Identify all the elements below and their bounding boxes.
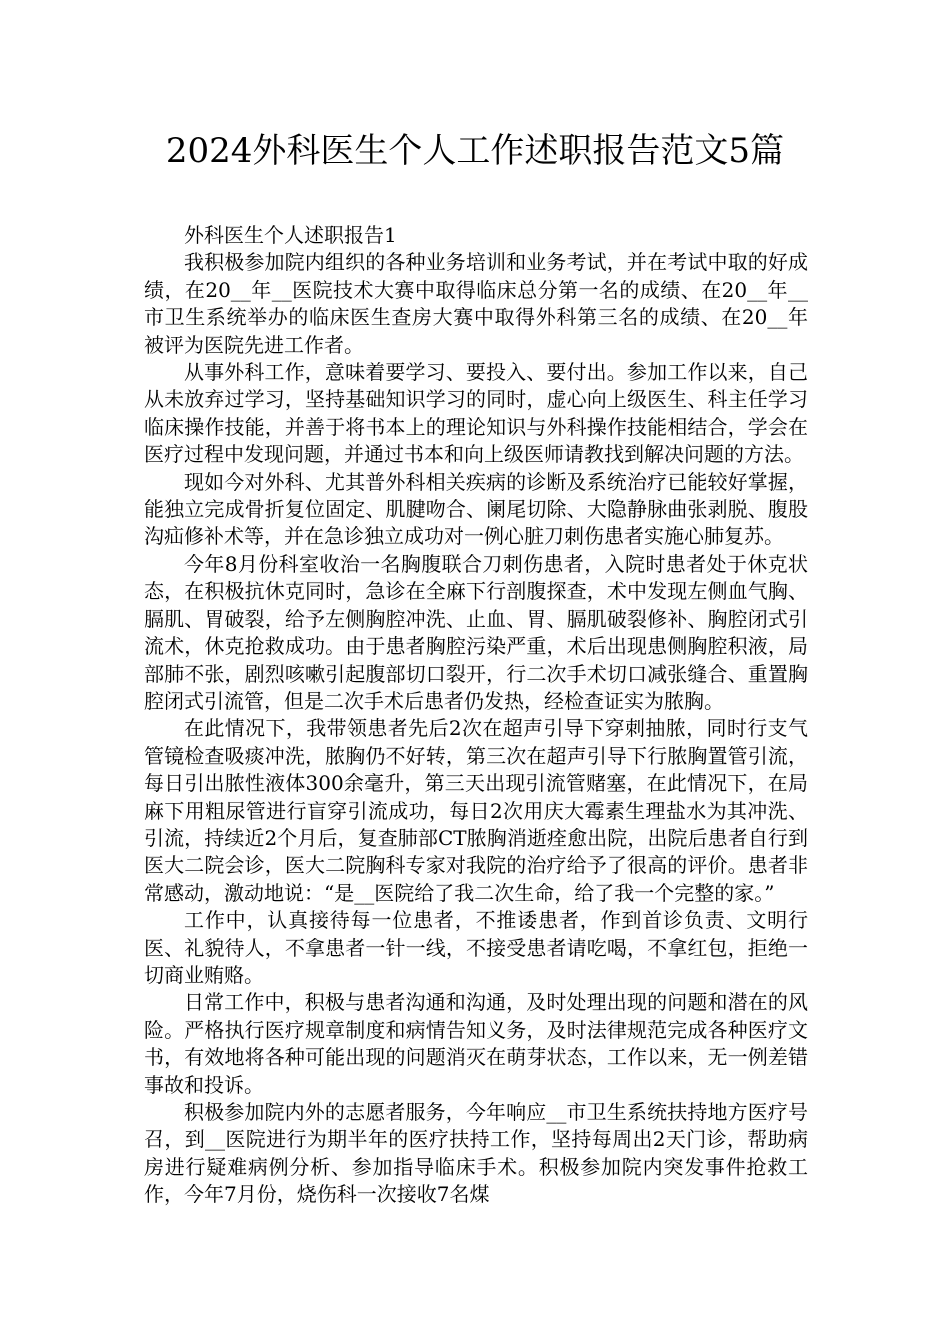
paragraph: 今年8月份科室收治一名胸腹联合刀刺伤患者，入院时患者处于休克状态，在积极抗休克同时，急诊在全麻下行剖腹探查，术中发现左侧血气胸、膈肌、胃破裂，给予左侧胸腔冲洗、止血、胃、膈肌破裂修补、胸腔闭式引流术，休克抢救成功。由于患者胸腔污染严重，术后出现患侧胸腔积液，局部肺不张，剧烈咳嗽引起腹部切口裂开，行二次手术切口减张缝合、重置胸腔闭式引流管，但是二次手术后患者仍发热，经检查证实为脓胸。 bbox=[144, 551, 808, 713]
document-title: 2024外科医生个人工作述职报告范文5篇 bbox=[165, 131, 785, 171]
paragraph: 我积极参加院内组织的各种业务培训和业务考试，并在考试中取的好成绩，在20__年__医院技术大赛中取得临床总分第一名的成绩、在20__年__市卫生系统举办的临床医生查房大赛中取得外科第三名的成绩、在20__年被评为医院先进工作者。 bbox=[144, 250, 808, 357]
paragraph: 现如今对外科、尤其普外科相关疾病的诊断及系统治疗已能较好掌握，能独立完成骨折复位固定、肌腱吻合、阑尾切除、大隐静脉曲张剥脱、腹股沟疝修补术等，并在急诊独立成功对一例心脏刀刺伤患者实施心肺复苏。 bbox=[144, 469, 808, 549]
paragraph: 积极参加院内外的志愿者服务，今年响应__市卫生系统扶持地方医疗号召，到__医院进行为期半年的医疗扶持工作，坚持每周出2天门诊，帮助病房进行疑难病例分析、参加指导临床手术。积极参加院内突发事件抢救工作，今年7月份，烧伤科一次接收7名煤 bbox=[144, 1100, 808, 1207]
paragraph: 在此情况下，我带领患者先后2次在超声引导下穿刺抽脓，同时行支气管镜检查吸痰冲洗，脓胸仍不好转，第三次在超声引导下行脓胸置管引流，每日引出脓性液体300余毫升，第三天出现引流管赌塞，在此情况下，在局麻下用粗尿管进行盲穿引流成功，每日2次用庆大霉素生理盐水为其冲洗、引流，持续近2个月后，复查肺部CT脓胸消逝痊愈出院，出院后患者自行到医大二院会诊，医大二院胸科专家对我院的治疗给予了很高的评价。患者非常感动，激动地说：“是__医院给了我二次生命，给了我一个完整的家。” bbox=[144, 716, 808, 905]
paragraph: 从事外科工作，意味着要学习、要投入、要付出。参加工作以来，自己从未放弃过学习，坚持基础知识学习的同时，虚心向上级医生、科主任学习临床操作技能，并善于将书本上的理论知识与外科操作技能相结合，学会在医疗过程中发现问题，并通过书本和向上级医师请教找到解决问题的方法。 bbox=[144, 360, 808, 467]
document-body bbox=[144, 222, 808, 1209]
paragraph: 工作中，认真接待每一位患者，不推诿患者，作到首诊负责、文明行医、礼貌待人，不拿患者一针一线，不接受患者请吃喝，不拿红包，拒绝一切商业贿赂。 bbox=[144, 908, 808, 987]
paragraph: 日常工作中，积极与患者沟通和沟通，及时处理出现的问题和潜在的风险。严格执行医疗规章制度和病情告知义务，及时法律规范完成各种医疗文书，有效地将各种可能出现的问题消灭在萌芽状态，工作以来，无一例差错事故和投诉。 bbox=[144, 990, 808, 1097]
section-heading: 外科医生个人述职报告1 bbox=[184, 223, 397, 247]
